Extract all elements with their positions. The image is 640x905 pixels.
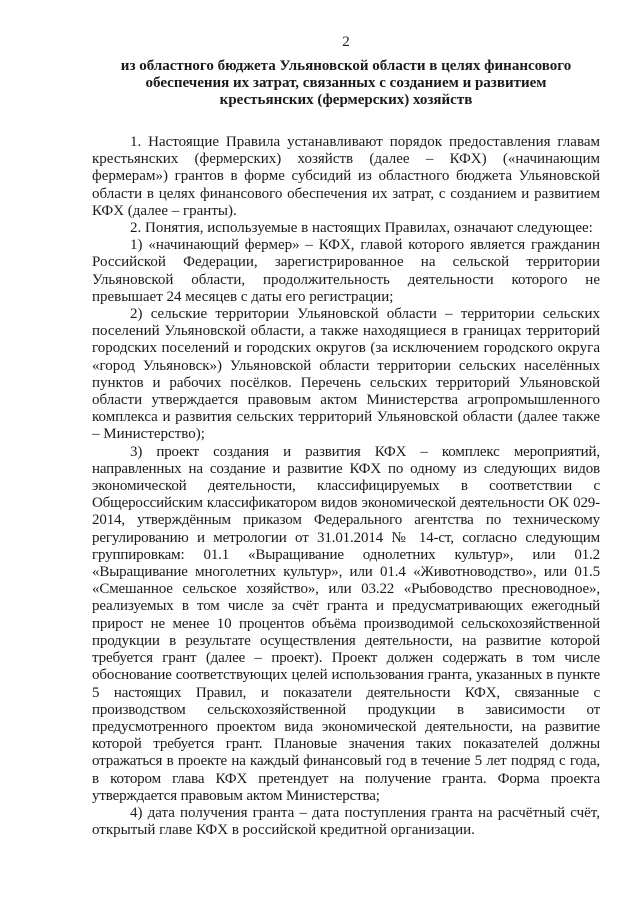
page-number: 2 xyxy=(342,34,350,50)
paragraph-definition-project: 3) проект создания и развития КФХ – комплекс мероприятий, направленных на создание и развитие КФХ по одному из следующих видов экономической деятельности, классифицируемых в соответствии с Общероссийским классификатором видов экономической деятельности ОК 029-2014, утверждённым приказом Федерального агентства по техническому регулированию и метрологии от 31.01.2014 № 14-ст, согласно следующим группировкам: 01.1 «Выращивание однолетних культур», или 01.2 «Выращивание многолетних культур», или 01.4 «Животноводство», или 01.5 «Смешанное сельское хозяйство», или 03.22 «Рыбоводство пресноводное», реализуемых в том числе за счёт гранта и предусматривающих ежегодный прирост не менее 10 процентов объёма производимой сельскохозяйственной продукции в результате осуществления деятельности, на развитие которой требуется грант (далее – проект). Проект должен содержать в том числе обоснование соответствующих целей использования гранта, указанных в пункте 5 настоящих Правил, и показатели деятельности КФХ, связанные с производством сельскохозяйственной продукции в зависимости от предусмотренного проектом вида экономической деятельности, на развитие которой требуется грант. Плановые значения таких показателей должны отражаться в проекте на каждый финансовый год в течение 5 лет подряд с года, в котором глава КФХ претендует на получение гранта. Форма проекта утверждается правовым актом Министерства; xyxy=(92,443,600,804)
heading-line: крестьянских (фермерских) хозяйств xyxy=(219,92,473,108)
paragraph-rules-scope: 1. Настоящие Правила устанавливают порядок предоставления главам крестьянских (фермерских) хозяйств (далее – КФХ) («начинающим фермерам») грантов в форме субсидий из областного бюджета Ульяновской области в целях финансового обеспечения их затрат, с созданием и развитием КФХ (далее – гранты). xyxy=(92,134,600,219)
heading-line: обеспечения их затрат, связанных с созданием и развитием xyxy=(145,75,547,91)
paragraph-definition-grant-date: 4) дата получения гранта – дата поступления гранта на расчётный счёт, открытый главе КФХ в российской кредитной организации. xyxy=(92,804,600,839)
paragraph-definitions-intro: 2. Понятия, используемые в настоящих Правилах, означают следующее: xyxy=(130,220,593,237)
document-heading xyxy=(92,58,600,109)
heading-line: из областного бюджета Ульяновской области в целях финансового xyxy=(120,58,572,74)
paragraph-definition-rural-territories: 2) сельские территории Ульяновской области – территории сельских поселений Ульяновской области, а также находящиеся в границах территорий городских поселений и городских округов (за исключением городского округа «город Ульяновск») Ульяновской области территории сельских населённых пунктов и рабочих посёлков. Перечень сельских территорий Ульяновской области утверждается правовым актом Министерства агропромышленного комплекса и развития сельских территорий Ульяновской области (далее также – Министерство); xyxy=(92,306,600,443)
paragraph-definition-beginning-farmer: 1) «начинающий фермер» – КФХ, главой которого является гражданин Российской Федерации, зарегистрированное на сельской территории Ульяновской области, продолжительность деятельности которого не превышает 24 месяцев с даты его регистрации; xyxy=(92,237,600,305)
